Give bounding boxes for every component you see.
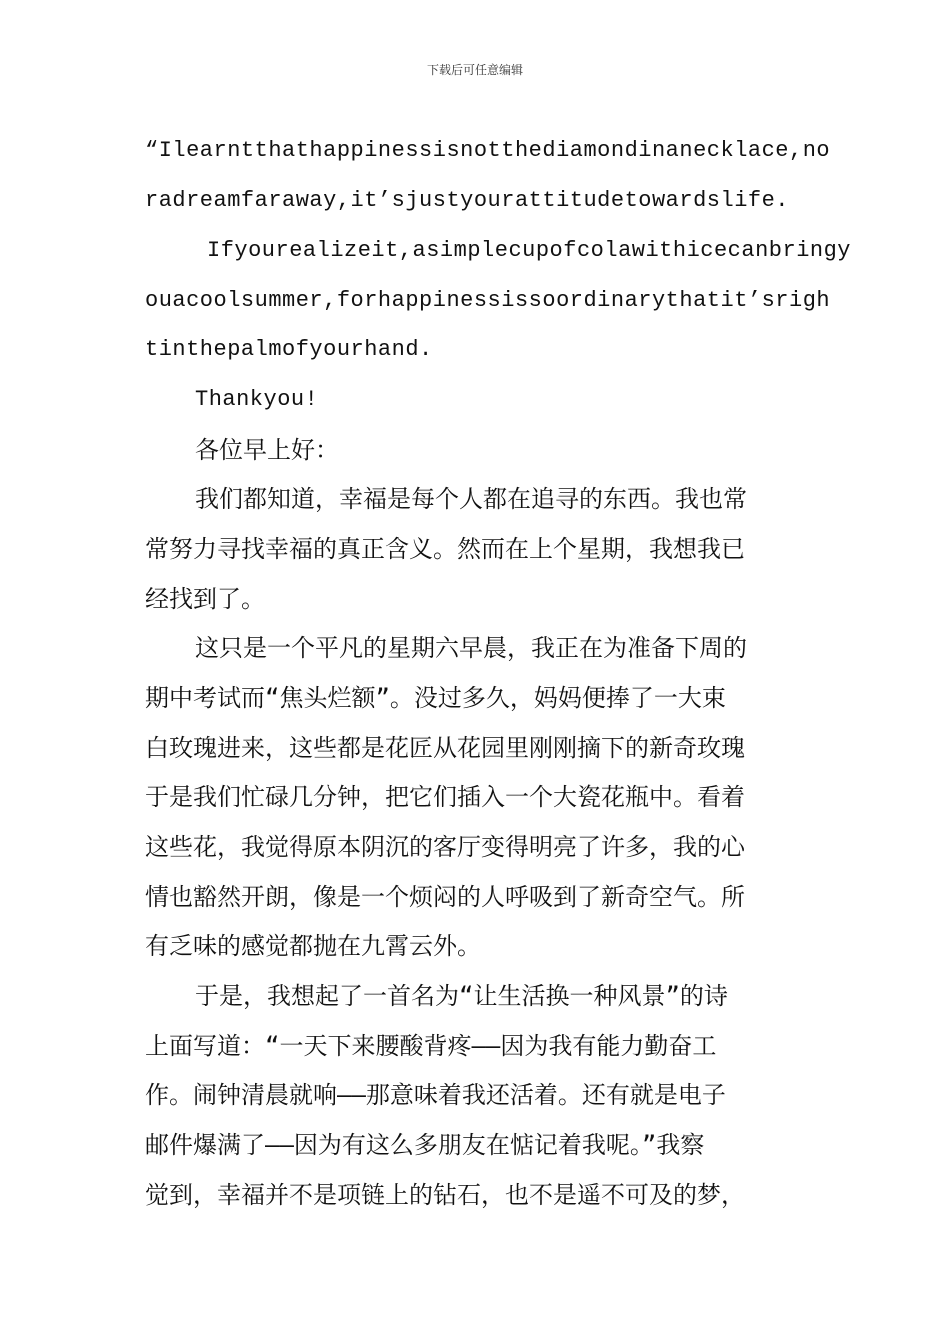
text-line: 作。闹钟清晨就响——那意味着我还活着。还有就是电子 [145,1081,726,1109]
text-line: 各位早上好： [195,436,339,464]
text-line: radreamfaraway,it’sjustyourattitudetowardslife. [145,188,790,213]
text-line: 上面写道：“一天下来腰酸背疼——因为我有能力勤奋工 [145,1032,717,1060]
text-line: 觉到，幸福并不是项链上的钻石，也不是遥不可及的梦， [145,1181,745,1209]
text-line: 这只是一个平凡的星期六早晨，我正在为准备下周的 [195,634,747,662]
text-line: “Ilearntthathappinessisnotthediamondinanecklace,no [145,138,831,163]
page-header: 下载后可任意编辑 [426,63,523,77]
text-line: 有乏味的感觉都抛在九霄云外。 [145,932,481,960]
text-line: 于是我们忙碌几分钟，把它们插入一个大瓷花瓶中。看着 [145,783,745,811]
text-line: 情也豁然开朗，像是一个烦闷的人呼吸到了新奇空气。所 [145,883,745,911]
text-line: 期中考试而“焦头烂额”。没过多久，妈妈便捧了一大束 [145,684,726,712]
text-line: ouacoolsummer,forhappinessissoordinarythatit’srigh [145,288,831,313]
text-line: Thankyou! [195,387,319,412]
text-line: 白玫瑰进来，这些都是花匠从花园里刚刚摘下的新奇玫瑰 [145,734,745,762]
text-line: 我们都知道，幸福是每个人都在追寻的东西。我也常 [195,485,747,513]
text-line: Ifyourealizeit,asimplecupofcolawithicecanbringy [207,238,852,263]
text-line: 于是，我想起了一首名为“让生活换一种风景”的诗 [195,982,728,1010]
text-line: 常努力寻找幸福的真正含义。然而在上个星期，我想我已 [145,535,745,563]
text-line: 邮件爆满了——因为有这么多朋友在惦记着我呢。”我察 [145,1131,705,1159]
text-line: tinthepalmofyourhand. [145,337,433,362]
text-line: 这些花，我觉得原本阴沉的客厅变得明亮了许多，我的心 [145,833,745,861]
text-line: 经找到了。 [145,585,265,613]
